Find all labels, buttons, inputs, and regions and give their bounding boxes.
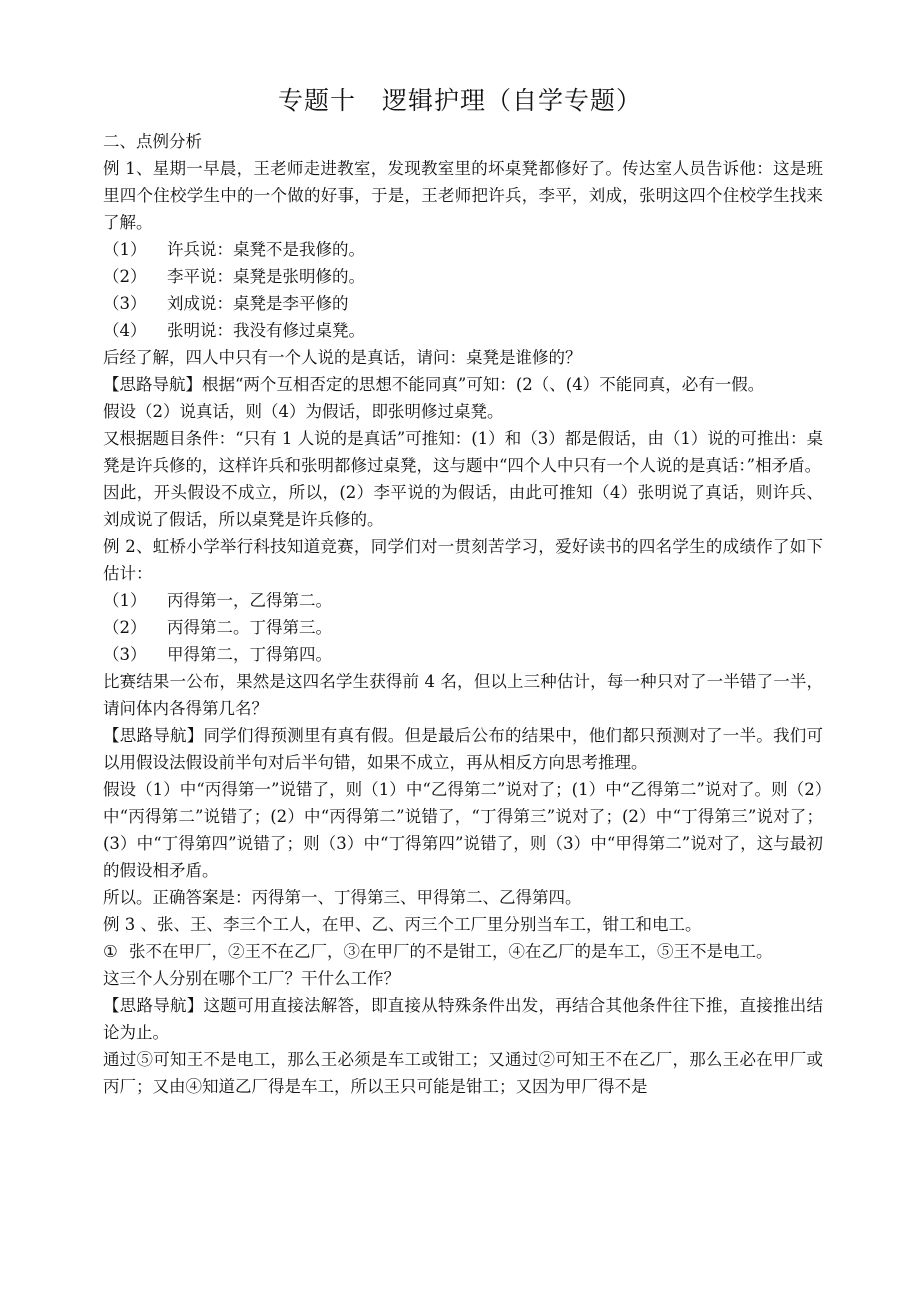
example-1-statement — [103, 263, 823, 290]
statement-text: 许兵说：桌凳不是我修的。 — [167, 240, 365, 259]
document-body — [103, 128, 823, 1100]
example-2-analysis-paragraph: 假设（1）中“丙得第一”说错了，则（1）中“乙得第二”说对了；(1）中“乙得第二”说对了。则（2）中“丙得第二”说错了；(2）中“丙得第二”说错了，“丁得第三”说对了；(2）中“丁得第三”说对了；(3）中“丁得第四”说错了；则（3）中“丁得第四”说错了，则（3）中“甲得第二”说对了，这与最初的假设相矛盾。 — [103, 780, 823, 880]
statement-number: （3） — [103, 645, 147, 664]
condition-text: 张不在甲厂，②王不在乙厂，③在甲厂的不是钳工，④在乙厂的是车工，⑤王不是电工。 — [129, 942, 773, 961]
example-1-statement — [103, 317, 823, 344]
example-2-statement — [103, 641, 823, 668]
statement-text: 张明说：我没有修过桌凳。 — [167, 321, 365, 340]
statement-text: 李平说：桌凳是张明修的。 — [167, 267, 365, 286]
example-2-question: 比赛结果一公布，果然是这四名学生获得前 4 名，但以上三种估计，每一种只对了一半错了一半，请问体内各得第几名？ — [103, 672, 823, 718]
section-heading: 二、点例分析 — [103, 132, 202, 151]
example-3-analysis-paragraph: 【思路导航】这题可用直接法解答，即直接从特殊条件出发，再结合其他条件往下推，直接推出结论为止。 — [103, 996, 823, 1042]
statement-number: （4） — [103, 321, 147, 340]
example-3-conditions — [103, 938, 823, 965]
statement-number: （2） — [103, 618, 147, 637]
statement-text: 丙得第二。丁得第三。 — [167, 618, 332, 637]
example-2-analysis-paragraph: 【思路导航】同学们得预测里有真有假。但是最后公布的结果中，他们都只预测对了一半。我们可以用假设法假设前半句对后半句错，如果不成立，再从相反方向思考推理。 — [103, 726, 823, 772]
example-3-question: 这三个人分别在哪个工厂？干什么工作？ — [103, 969, 400, 988]
example-3-intro: 例 3 、张、王、李三个工人，在甲、乙、丙三个工厂里分别当车工，钳工和电工。 — [103, 915, 702, 934]
example-1-analysis-paragraph: 假设（2）说真话，则（4）为假话，即张明修过桌凳。 — [103, 402, 504, 421]
example-2-intro: 例 2、虹桥小学举行科技知道竞赛，同学们对一贯刻苦学习，爱好读书的四名学生的成绩作了如下估计： — [103, 537, 823, 583]
example-1-analysis-paragraph: 又根据题目条件：“只有 1 人说的是真话”可推知：(1）和（3）都是假话，由（1）说的可推出：桌凳是许兵修的，这样许兵和张明都修过桌凳，这与题中“四个人中只有一个人说的是真话：”相矛盾。 — [103, 429, 823, 475]
statement-number: （1） — [103, 591, 147, 610]
condition-number: ① — [103, 942, 118, 961]
example-3-analysis-paragraph: 通过⑤可知王不是电工，那么王必须是车工或钳工；又通过②可知王不在乙厂，那么王必在甲厂或丙厂；又由④知道乙厂得是车工，所以王只可能是钳工；又因为甲厂得不是 — [103, 1050, 823, 1096]
example-1-analysis-paragraph: 【思路导航】根据“两个互相否定的思想不能同真”可知：(2（、(4）不能同真，必有一假。 — [103, 375, 765, 394]
statement-text: 刘成说：桌凳是李平修的 — [167, 294, 349, 313]
statement-number: （3） — [103, 294, 147, 313]
example-1-intro: 例 1、星期一早晨，王老师走进教室，发现教室里的坏桌凳都修好了。传达室人员告诉他：这是班里四个住校学生中的一个做的好事，于是，王老师把许兵，李平，刘成，张明这四个住校学生找来了解。 — [103, 159, 823, 232]
statement-number: （1） — [103, 240, 147, 259]
page-title: 专题十 逻辑护理（自学专题） — [277, 86, 642, 115]
example-1-analysis-paragraph: 因此，开头假设不成立，所以，(2）李平说的为假话，由此可推知（4）张明说了真话，则许兵、刘成说了假话，所以桌凳是许兵修的。 — [103, 483, 823, 529]
example-1-statement — [103, 236, 823, 263]
example-2-analysis-paragraph: 所以。正确答案是：丙得第一、丁得第三、甲得第二、乙得第四。 — [103, 888, 582, 907]
statement-number: （2） — [103, 267, 147, 286]
statement-text: 丙得第一，乙得第二。 — [167, 591, 332, 610]
example-1-question: 后经了解，四人中只有一个人说的是真话，请问：桌凳是谁修的？ — [103, 348, 582, 367]
statement-text: 甲得第二，丁得第四。 — [167, 645, 332, 664]
example-2-statement — [103, 614, 823, 641]
example-2-statement — [103, 587, 823, 614]
example-1-statement — [103, 290, 823, 317]
